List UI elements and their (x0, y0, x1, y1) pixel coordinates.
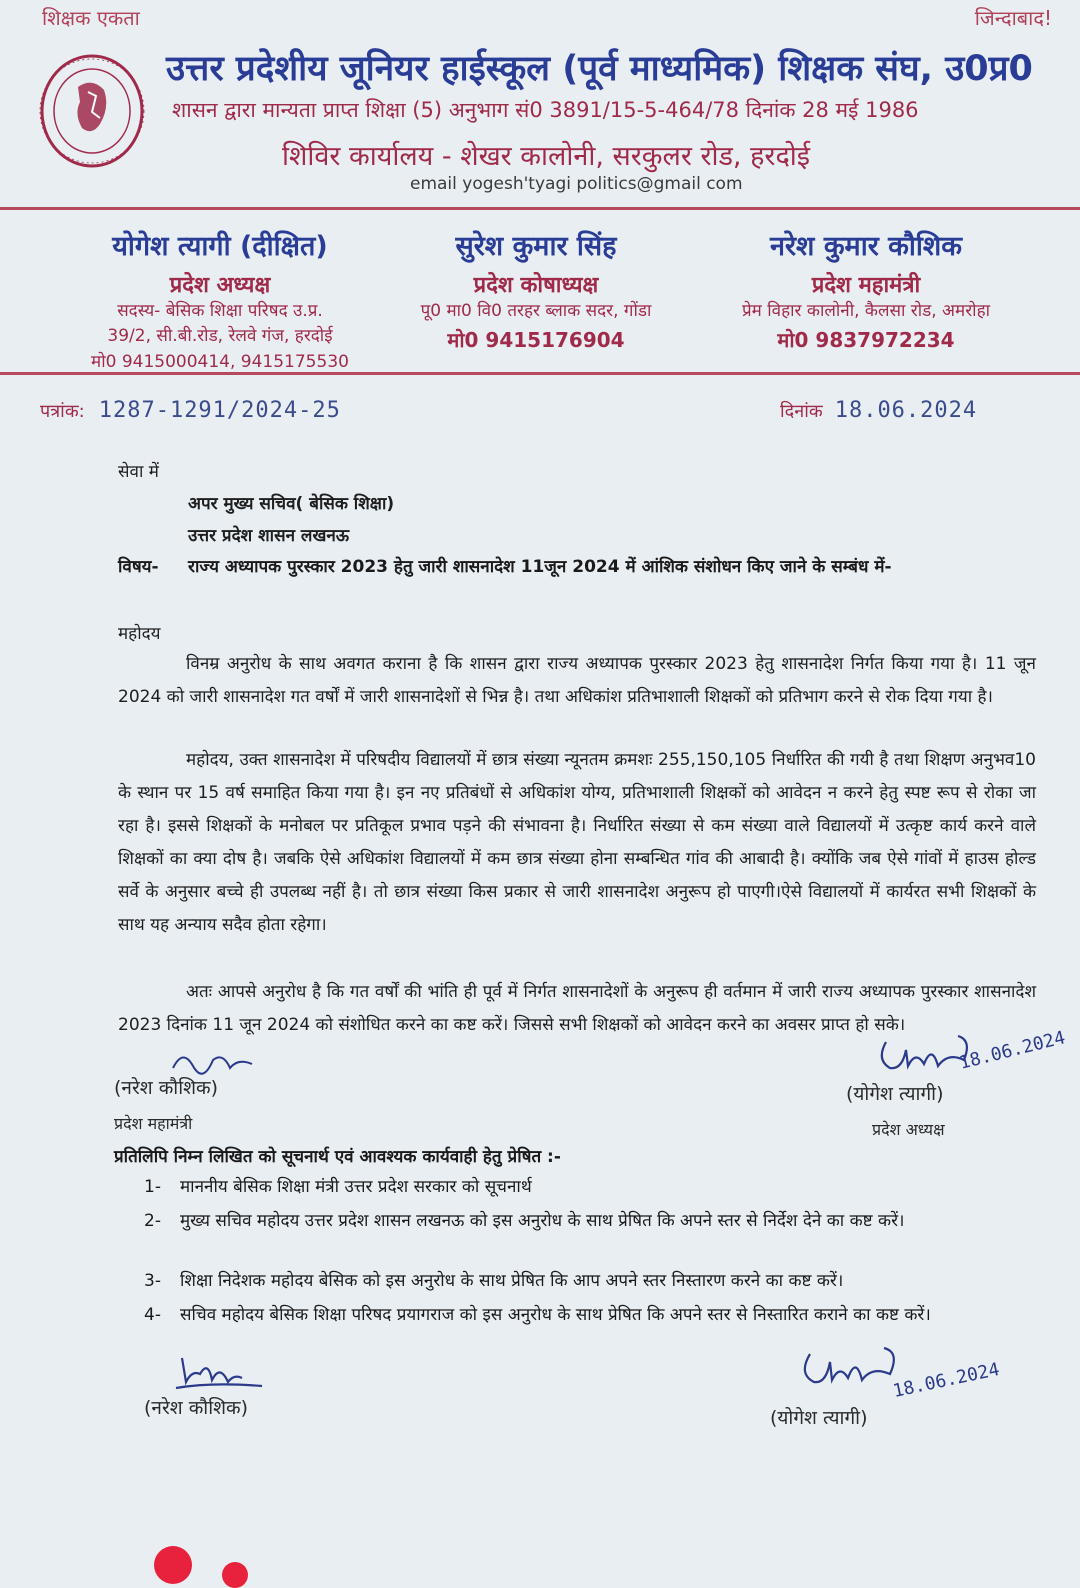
header-divider-top (0, 207, 1080, 210)
officer-mobile: मो0 9415000414, 9415175530 (91, 352, 349, 372)
reference-label: पत्रांक: (40, 401, 85, 422)
subject (118, 552, 1018, 583)
copy-to-heading: प्रतिलिपि निम्न लिखित को सूचनार्थ एवं आवश्यक कार्यवाही हेतु प्रेषित :- (114, 1147, 561, 1167)
copy-to-number: 3- (144, 1271, 161, 1291)
copy-to-item (144, 1268, 1036, 1295)
signatory-left-name: (नरेश कौशिक) (114, 1077, 219, 1099)
copy-to-text: मुख्य सचिव महोदय उत्तर प्रदेश शासन लखनऊ को इस अनुरोध के साथ प्रेषित कि अपने स्तर से निर्देश देने का कष्ट करें। (180, 1211, 905, 1231)
date-label: दिनांक (780, 401, 823, 422)
copy-to-number: 4- (144, 1305, 161, 1325)
officer-designation: प्रदेश कोषाध्यक्ष (473, 273, 599, 298)
copy-to-number: 1- (144, 1177, 161, 1197)
date-value: 18.06.2024 (834, 398, 978, 423)
handwritten-date-right-2: 18.06.2024 (891, 1358, 1002, 1403)
copy-to-number: 2- (144, 1211, 161, 1231)
addressee-to: सेवा में (118, 462, 159, 482)
copy-to-item (144, 1174, 1036, 1201)
officer-designation: प्रदेश महामंत्री (811, 273, 921, 298)
reference-number (40, 398, 341, 423)
officer-treasurer (386, 226, 686, 353)
officer-name: नरेश कुमार कौशिक (770, 231, 962, 262)
handwritten-signature-left (168, 1038, 258, 1078)
camp-office-address: शिविर कार्यालय - शेखर कालोनी, सरकुलर रोड, हरदोई (282, 141, 811, 172)
organization-title: उत्तर प्रदेशीय जूनियर हाईस्कूल (पूर्व माध्यमिक) शिक्षक संघ, उ0प्र0 (166, 49, 1033, 89)
paragraph-2: महोदय, उक्त शासनादेश में परिषदीय विद्यालयों में छात्र संख्या न्यूनतम क्रमशः 255,150,105 निर्धारित की गयी है तथा शिक्षण अनुभव10 के स्थान पर 15 वर्ष समाहित किया गया है। इन नए प्रतिबंधों से अधिकांश योग्य, प्रतिभाशाली शिक्षकों को आवेदन न करने हेतु स्पष्ट रूप से रोका जा रहा है। इससे शिक्षकों के मनोबल पर प्रतिकूल प्रभाव पड़ने की संभावना है। निर्धारित संख्या से कम संख्या वाले विद्यालयों में उत्कृष्ट कार्य करने वाले शिक्षकों का क्या दोष है। जबकि ऐसे अधिकांश विद्यालयों में कम छात्र संख्या होना सम्बन्धित गांव की आबादी है। क्योंकि जब ऐसे गांवों में हाउस होल्ड सर्वे के अनुसार बच्चे ही उपलब्ध नहीं है। तो छात्र संख्या किस प्रकार से जारी शासनादेश अनुरूप हो पाएगी।ऐसे विद्यालयों में कार्यरत सभी शिक्षकों के साथ यह अन्याय सदैव होता रहेगा। (118, 750, 1036, 935)
officer-general-secretary (706, 226, 1026, 353)
decorative-dot (154, 1546, 192, 1584)
email-address: email yogesh'tyagi politics@gmail com (410, 174, 743, 194)
officer-mobile: मो0 9837972234 (777, 328, 955, 352)
handwritten-date-right: 18.06.2024 (957, 1027, 1068, 1074)
addressee-office: उत्तर प्रदेश शासन लखनऊ (188, 526, 350, 546)
officer-address: पू0 मा0 वि0 तरहर ब्लाक सदर, गोंडा (420, 301, 652, 321)
officer-address: 39/2, सी.बी.रोड, रेलवे गंज, हरदोई (107, 326, 333, 346)
officer-name: सुरेश कुमार सिंह (455, 231, 617, 262)
officer-name: योगेश त्यागी (दीक्षित) (112, 231, 328, 262)
letter-date (780, 398, 977, 423)
addressee-title: अपर मुख्य सचिव( बेसिक शिक्षा) (188, 494, 395, 514)
copy-to-text: माननीय बेसिक शिक्षा मंत्री उत्तर प्रदेश सरकार को सूचनार्थ (180, 1177, 532, 1197)
officer-designation: प्रदेश अध्यक्ष (169, 273, 271, 298)
signatory-right-post: प्रदेश अध्यक्ष (872, 1120, 945, 1139)
paragraph-1: विनम्र अनुरोध के साथ अवगत कराना है कि शासन द्वारा राज्य अध्यापक पुरस्कार 2023 हेतु शासनादेश निर्गत किया गया है। 11 जून 2024 को जारी शासनादेश गत वर्षों में जारी शासनादेशों से भिन्न है। तथा अधिकांश प्रतिभाशाली शिक्षकों को प्रतिभाग करने से रोक दिया गया है। (118, 654, 1036, 707)
signatory-left-post: प्रदेश महामंत्री (114, 1114, 193, 1133)
corner-slogan-right: जिन्दाबाद! (974, 6, 1052, 30)
paragraph-3: अतः आपसे अनुरोध है कि गत वर्षों की भांति ही पूर्व में निर्गत शासनादेशों के अनुरूप ही वर्तमान में जारी राज्य अध्यापक पुरस्कार शासनादेश 2023 दिनांक 11 जून 2024 को संशोधित करने का कष्ट करें। जिससे सभी शिक्षकों को आवेदन करने का अवसर प्राप्त हो सके। (118, 982, 1036, 1035)
union-seal-logo (38, 52, 146, 170)
copy-to-text: सचिव महोदय बेसिक शिक्षा परिषद प्रयागराज को इस अनुरोध के साथ प्रेषित कि अपने स्तर से निस्तारित कराने का कष्ट करें। (180, 1305, 931, 1325)
salutation: महोदय (118, 624, 161, 644)
copy-to-item (144, 1208, 1036, 1235)
corner-slogan-left: शिक्षक एकता (42, 6, 140, 30)
copy-signatory-left-name: (नरेश कौशिक) (144, 1397, 249, 1419)
subject-text: राज्य अध्यापक पुरस्कार 2023 हेतु जारी शासनादेश 11जून 2024 में आंशिक संशोधन किए जाने के सम्बंध में- (188, 557, 892, 577)
officer-mobile: मो0 9415176904 (447, 328, 625, 352)
header-divider-bottom (0, 372, 1080, 375)
signatory-right-name: (योगेश त्यागी) (846, 1083, 944, 1105)
officer-president (70, 226, 370, 372)
copy-signatory-right-name: (योगेश त्यागी) (770, 1407, 868, 1429)
copy-to-item (144, 1302, 1036, 1329)
subject-label: विषय- (118, 557, 159, 577)
officer-address: प्रेम विहार कालोनी, कैलसा रोड, अमरोहा (742, 301, 990, 321)
decorative-dot (222, 1562, 248, 1588)
recognition-line: शासन द्वारा मान्यता प्राप्त शिक्षा (5) अनुभाग सं0 3891/15-5-464/78 दिनांक 28 मई 1986 (172, 98, 919, 122)
handwritten-signature-left-2 (172, 1352, 268, 1394)
reference-value: 1287-1291/2024-25 (98, 398, 341, 423)
copy-to-text: शिक्षा निदेशक महोदय बेसिक को इस अनुरोध के साथ प्रेषित कि आप अपने स्तर निस्तारण करने का कष्ट करें। (180, 1271, 844, 1291)
officer-address: सदस्य- बेसिक शिक्षा परिषद उ.प्र. (117, 301, 323, 321)
